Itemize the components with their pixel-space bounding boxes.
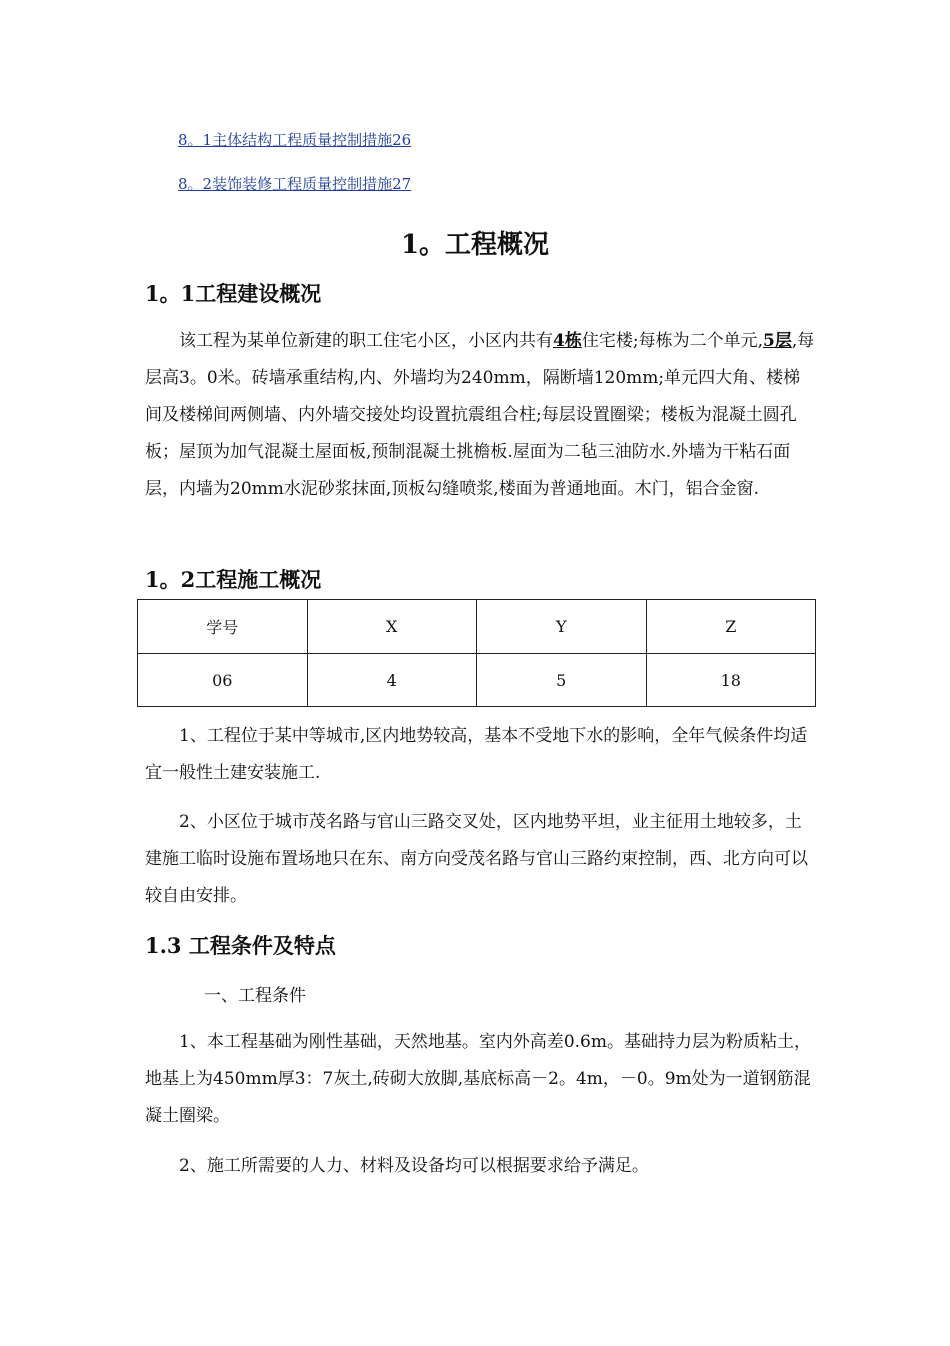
subheading-conditions: 一、工程条件 [204, 986, 306, 1006]
section-heading-1-2: 1。2工程施工概况 [145, 567, 322, 592]
table-cell: 5 [477, 654, 647, 707]
table-header-cell: Z [646, 600, 816, 654]
table-cell: 18 [646, 654, 816, 707]
section-heading-1-1: 1。1工程建设概况 [145, 281, 322, 306]
table-header-row [138, 600, 816, 654]
project-overview-paragraph [145, 323, 815, 508]
floors-count: 5层 [762, 331, 792, 351]
table-header-cell: 学号 [138, 600, 308, 654]
construction-item-2: 2、小区位于城市茂名路与官山三路交叉处，区内地势平坦，业主征用土地较多，土建施工临时设施布置场地只在东、南方向受茂名路与官山三路约束控制，西、北方向可以较自由安排。 [145, 812, 808, 906]
overview-text-a: 该工程为某单位新建的职工住宅小区，小区内共有 [179, 331, 553, 351]
toc-link-8-2[interactable]: 8。2装饰装修工程质量控制措施27 [178, 175, 412, 193]
construction-item-1: 1、工程位于某中等城市,区内地势较高，基本不受地下水的影响，全年气候条件均适宜一般性土建安装施工. [145, 726, 808, 783]
table-cell: 06 [138, 654, 308, 707]
table-header-cell: Y [477, 600, 647, 654]
section-heading-1-3: 1.3 工程条件及特点 [145, 933, 336, 958]
table-row [138, 654, 816, 707]
chapter-title: 1。工程概况 [400, 230, 550, 260]
overview-text-b: 住宅楼;每栋为二个单元, [581, 331, 763, 351]
condition-item-2: 2、施工所需要的人力、材料及设备均可以根据要求给予满足。 [179, 1156, 649, 1176]
buildings-count: 4栋 [553, 331, 582, 351]
toc-link-8-1[interactable]: 8。1主体结构工程质量控制措施26 [178, 131, 412, 149]
table-cell: 4 [307, 654, 477, 707]
student-params-table [137, 599, 816, 707]
table-header-cell: X [307, 600, 477, 654]
condition-item-1: 1、本工程基础为刚性基础，天然地基。室内外高差0.6m。基础持力层为粉质粘土，地基上为450mm厚3：7灰土,砖砌大放脚,基底标高－2。4m，－0。9m处为一道钢筋混凝土圈梁。 [145, 1032, 811, 1126]
overview-text-c: ,每层高3。0米。砖墙承重结构,内、外墙均为240mm，隔断墙120mm;单元四大角、楼梯间及楼梯间两侧墙、内外墙交接处均设置抗震组合柱;每层设置圈梁；楼板为混凝土圆孔板；屋顶为加气混凝土屋面板,预制混凝土挑檐板.屋面为二毡三油防水.外墙为干粘石面层，内墙为20mm水泥砂浆抹面,顶板勾缝喷浆,楼面为普通地面。木门，铝合金窗. [145, 331, 815, 499]
